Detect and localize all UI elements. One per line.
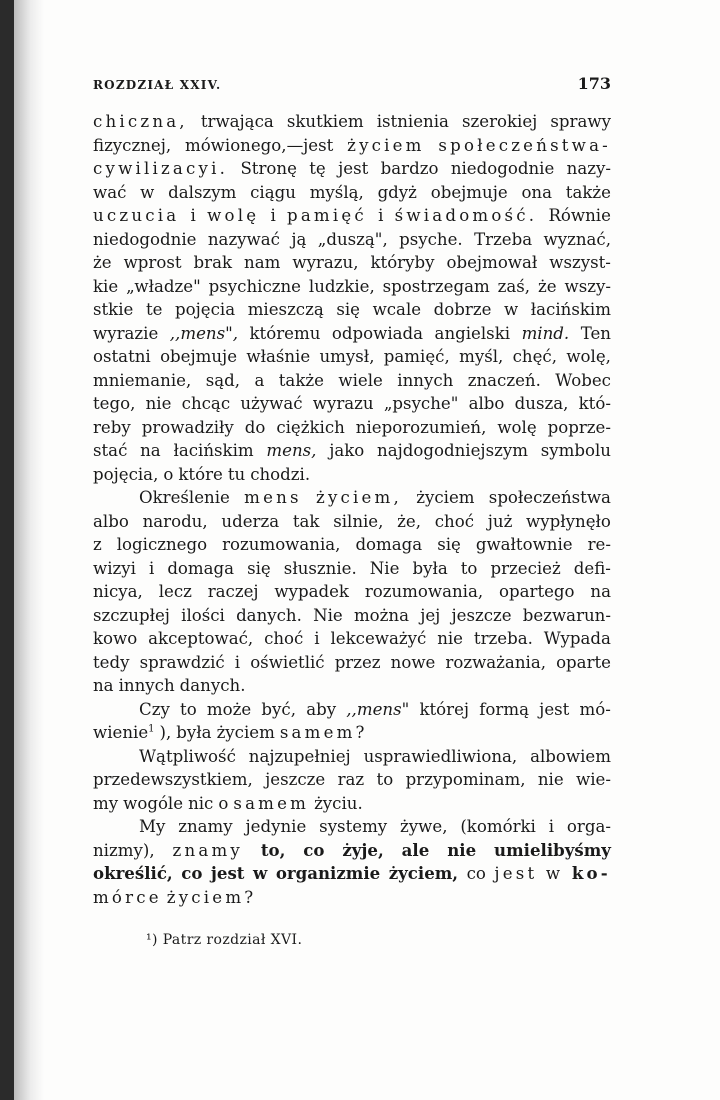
word: znamy	[172, 840, 243, 860]
word: przecież	[490, 558, 561, 578]
word: jedynie	[245, 817, 307, 836]
word: sąd,	[205, 370, 241, 390]
word: słusznie.	[283, 558, 357, 578]
word: domaga	[167, 558, 235, 578]
word: się	[336, 300, 360, 319]
binding-shadow	[14, 0, 44, 1100]
text-line	[93, 557, 611, 581]
main-text	[93, 110, 611, 909]
word: silnie,	[333, 511, 384, 531]
word: w	[545, 864, 564, 883]
word: wać	[93, 182, 127, 202]
text-line	[93, 439, 611, 463]
word: uczucia	[93, 206, 180, 225]
word: także	[278, 370, 324, 390]
word: nieporozumień,	[355, 417, 487, 437]
word: najdogodniejszym	[377, 441, 528, 460]
word: ludzkie,	[308, 276, 375, 296]
word: samem?	[279, 723, 368, 742]
word: tu	[227, 464, 246, 484]
word: szczupłej	[93, 605, 170, 625]
word: wolę	[497, 417, 537, 437]
word: umielibyśmy	[494, 839, 611, 860]
text-line	[93, 745, 611, 769]
word: albo	[468, 394, 505, 413]
word: poprze-	[547, 417, 611, 437]
word: życiu.	[314, 793, 363, 813]
word: domaga	[355, 535, 423, 554]
word: mó-	[579, 699, 611, 719]
word: której	[419, 699, 470, 719]
page-header	[93, 74, 611, 98]
word: ciągu	[250, 182, 296, 202]
text-line	[93, 110, 611, 134]
word: w	[253, 863, 268, 883]
text-line	[93, 792, 611, 816]
word: to	[180, 699, 197, 719]
word: cywilizacyi.	[93, 159, 229, 178]
word: raz	[337, 770, 365, 789]
word: uderza	[221, 511, 280, 531]
word: mieszczą	[247, 300, 324, 319]
word: nowe	[390, 652, 436, 672]
footnote-text: Patrz rozdział XVI.	[162, 932, 303, 948]
word: przedewszystkiem,	[93, 770, 253, 789]
word: i	[190, 206, 196, 225]
word: narodu,	[142, 511, 208, 531]
word: ko-	[571, 863, 611, 883]
word: lekceważyć	[330, 629, 427, 648]
word: życiem	[416, 488, 475, 507]
word: oświetlić	[250, 652, 325, 672]
word: co	[466, 864, 486, 883]
text-line	[93, 815, 611, 839]
word: Wobec	[555, 370, 611, 390]
word: dobrze	[433, 300, 492, 319]
word: danych.	[236, 605, 302, 625]
word: organizmie	[275, 863, 381, 883]
text-line	[93, 463, 611, 487]
word: wypadek	[274, 582, 349, 601]
text-line	[93, 768, 611, 792]
word: jest	[210, 863, 245, 883]
word: raczej	[207, 582, 259, 601]
word: żyje,	[342, 839, 384, 860]
word: któryby	[370, 253, 435, 272]
word: ),	[159, 723, 172, 742]
word: Nie	[369, 558, 400, 578]
word: pamięć	[287, 206, 367, 225]
word: wprost	[123, 253, 182, 272]
word: psyche.	[399, 229, 463, 249]
word: jeszcze	[451, 605, 512, 625]
word: jest	[494, 864, 538, 883]
word: nazywać	[207, 229, 280, 249]
word-with-ref	[93, 721, 155, 745]
word: istnienia	[376, 112, 449, 131]
text-line	[93, 369, 611, 393]
word: tego,	[93, 394, 136, 413]
word: które	[178, 464, 223, 484]
word: jej	[420, 605, 441, 625]
word: nam	[244, 253, 281, 272]
word: dusza,	[514, 394, 569, 413]
word: chodzi.	[250, 464, 311, 484]
word: nie	[145, 394, 172, 413]
word: chęć,	[512, 347, 557, 366]
text-line	[93, 721, 611, 745]
text-line	[93, 157, 611, 181]
word: gdyż	[377, 182, 417, 202]
text-line	[93, 839, 611, 863]
word: bardzo	[380, 159, 439, 178]
word: łacińskim	[530, 300, 611, 319]
word: innych	[118, 676, 175, 695]
word: orga-	[566, 817, 611, 836]
word: myśl,	[459, 347, 504, 366]
word: Ten	[580, 323, 611, 343]
word: ją	[291, 229, 307, 249]
word: nie	[447, 839, 477, 860]
text-line	[93, 604, 611, 628]
text-line	[93, 580, 611, 604]
word: wyznać,	[543, 229, 611, 249]
word: na	[140, 441, 161, 460]
word: któremu	[249, 323, 321, 343]
word: wizyi	[93, 558, 136, 578]
word: obejmuje	[160, 347, 238, 366]
word: samem	[233, 793, 310, 813]
word: ,,mens"	[346, 699, 410, 719]
word: znamy	[178, 817, 233, 836]
word: „duszą",	[317, 229, 388, 249]
word: także	[565, 182, 611, 202]
word: stać	[93, 441, 128, 460]
word: z	[93, 535, 102, 554]
text-line	[93, 698, 611, 722]
word: rozumowania,	[364, 582, 484, 601]
word: któ-	[578, 394, 611, 413]
word: wyrazie	[93, 323, 159, 343]
word: choć	[434, 511, 474, 531]
word: wolę,	[566, 347, 611, 366]
word: opartego	[499, 582, 575, 601]
word: Wypada	[543, 629, 611, 648]
text-line	[93, 298, 611, 322]
word: logicznego	[116, 535, 208, 554]
word: Trzeba	[474, 229, 533, 249]
word: kowo	[93, 629, 138, 648]
word: nie	[537, 770, 564, 789]
text-line	[93, 345, 611, 369]
word: żywe,	[400, 817, 448, 836]
word: Określenie	[139, 488, 230, 507]
word: najzupełniej	[248, 746, 351, 766]
word: akceptować,	[148, 629, 254, 648]
word: szerokiej	[462, 112, 538, 131]
word: ilości	[181, 605, 225, 625]
text-line	[93, 533, 611, 557]
word: nic	[188, 793, 214, 813]
word: tę	[309, 159, 326, 178]
word: i	[148, 558, 155, 578]
word: i	[548, 817, 555, 836]
word: „psyche"	[383, 394, 459, 413]
word: nie	[437, 629, 464, 648]
binding-edge	[0, 0, 14, 1100]
word: aby	[306, 699, 337, 719]
word: co	[181, 863, 203, 883]
word: systemy	[319, 817, 388, 836]
word: usprawiedliwiona,	[363, 746, 518, 766]
text-line	[93, 651, 611, 675]
word: wienie	[93, 723, 149, 742]
text-line	[93, 392, 611, 416]
word: reby	[93, 417, 131, 437]
word: wszy-	[564, 276, 611, 296]
word: „władze"	[126, 276, 201, 296]
word: określić,	[93, 863, 173, 883]
word: obejmuje	[430, 182, 508, 202]
text-line	[93, 322, 611, 346]
word: obejmował	[446, 253, 538, 272]
word: sprawy	[550, 112, 611, 131]
word: niedogodnie	[93, 229, 197, 249]
word: pojęcia	[175, 300, 236, 319]
word: niedogodnie	[450, 159, 555, 178]
word: a	[254, 370, 265, 390]
word: świadomość.	[394, 206, 538, 225]
word: się	[247, 558, 271, 578]
word: właśnie	[246, 347, 311, 366]
text-line	[93, 275, 611, 299]
word: albo	[93, 511, 129, 531]
word: była	[412, 558, 448, 578]
word: sprawdzić	[139, 652, 225, 672]
text-line	[93, 416, 611, 440]
word: społeczeństwa-	[438, 135, 611, 155]
word: i	[234, 652, 241, 672]
word: być,	[261, 699, 296, 719]
word: myślą,	[309, 182, 364, 202]
text-line	[93, 510, 611, 534]
word: wie-	[576, 770, 611, 789]
word: defi-	[573, 558, 611, 578]
word: wolę	[207, 206, 260, 225]
word: mens	[244, 488, 302, 507]
word: życiem,	[388, 863, 459, 883]
word: chcąc	[181, 394, 231, 413]
word: kie	[93, 276, 119, 296]
word: życiem	[216, 723, 275, 742]
word: używać	[240, 394, 303, 413]
word: pamięć,	[383, 347, 450, 366]
word: My	[139, 817, 166, 836]
word: mens,	[266, 441, 317, 460]
word: dalszym	[168, 182, 237, 202]
word: (komórki	[460, 817, 536, 836]
word: się	[437, 535, 461, 554]
word: społeczeństwa	[488, 488, 611, 507]
word: rozumowania,	[222, 535, 341, 554]
text-line	[93, 486, 611, 510]
word: odpowiada	[331, 323, 424, 343]
text-line	[93, 886, 611, 910]
word: wypłynęło	[526, 511, 611, 531]
word: fizycznej,	[93, 135, 172, 155]
word: lecz	[158, 582, 192, 601]
word: może	[206, 699, 252, 719]
word: mniemanie,	[93, 370, 192, 390]
word: wyrazu,	[292, 253, 359, 272]
word: pojęcia,	[93, 464, 159, 484]
word: i	[314, 629, 320, 648]
word: przez	[334, 652, 381, 672]
word: rozważania,	[445, 652, 546, 672]
word: ale	[401, 839, 430, 860]
word: Stronę	[240, 159, 297, 178]
word: oparte	[556, 652, 611, 672]
word: można	[353, 605, 409, 625]
word: życiem	[347, 135, 425, 155]
word: mórce	[93, 887, 162, 907]
word: albowiem	[530, 746, 611, 766]
word: o	[218, 793, 229, 813]
word: wszyst-	[549, 253, 611, 272]
word: my	[93, 793, 119, 813]
word: symbolu	[540, 441, 611, 460]
word: ciężkich	[276, 417, 345, 437]
word: co	[303, 839, 325, 860]
word: jest	[338, 159, 369, 178]
word: prowadziły	[141, 417, 234, 437]
word: danych.	[179, 676, 246, 695]
word: umysł,	[319, 347, 375, 366]
word: nicya,	[93, 582, 143, 601]
word: te	[145, 300, 163, 319]
word: stkie	[93, 300, 134, 319]
word: innych	[397, 370, 454, 390]
page-number: 173	[577, 74, 611, 93]
word: tak	[292, 511, 320, 531]
text-line	[93, 862, 611, 886]
text-line	[93, 228, 611, 252]
word: do	[244, 417, 266, 437]
text-line	[93, 204, 611, 228]
word: wcale	[372, 300, 422, 319]
word: trwająca	[200, 112, 274, 131]
footnote	[146, 932, 302, 948]
word: wogóle	[123, 793, 184, 813]
word: wiele	[338, 370, 383, 390]
word: że	[93, 253, 112, 272]
word: re-	[587, 535, 611, 554]
word: gwałtownie	[475, 535, 573, 554]
word: i	[270, 206, 276, 225]
word: łacińskim	[173, 441, 254, 460]
word: to	[460, 558, 478, 578]
word: już	[487, 511, 513, 531]
word: trzeba.	[473, 629, 533, 648]
word: Nie	[313, 605, 343, 625]
word: nazy-	[566, 159, 611, 178]
word: tedy	[93, 652, 130, 672]
word: psychiczne	[208, 276, 301, 296]
word: Równie	[548, 206, 611, 225]
word: angielski	[434, 323, 511, 343]
text-line	[93, 674, 611, 698]
word: jeszcze	[265, 770, 326, 789]
word: przypominam,	[405, 770, 526, 789]
footnote-marker: ¹)	[146, 932, 158, 948]
word: nizmy),	[93, 840, 155, 860]
word: o	[163, 464, 174, 484]
word: skutkiem	[286, 112, 364, 131]
word: to	[376, 770, 394, 789]
word: jako	[329, 441, 365, 460]
word: jest	[539, 699, 570, 719]
word: była	[176, 723, 212, 742]
word: w	[140, 182, 155, 202]
text-line	[93, 251, 611, 275]
word: ,,mens",	[169, 323, 238, 343]
word: że	[538, 276, 557, 296]
word: i	[378, 206, 384, 225]
word: Czy	[139, 699, 170, 719]
text-line	[93, 181, 611, 205]
word: znaczeń.	[467, 370, 541, 390]
word: na	[93, 676, 114, 695]
word: to,	[260, 839, 286, 860]
word: choć	[264, 629, 304, 648]
word: bezwarun-	[522, 605, 611, 625]
text-line	[93, 134, 611, 158]
word: mind.	[521, 323, 570, 343]
text-line	[93, 627, 611, 651]
word: ona	[521, 182, 553, 202]
word: że,	[397, 511, 421, 531]
word: mówionego,—jest	[184, 135, 334, 155]
word: wyrazu	[312, 394, 374, 413]
footnote-ref: 1	[148, 723, 155, 735]
word: Wątpliwość	[139, 746, 236, 766]
word: zaś,	[497, 276, 531, 296]
running-head: ROZDZIAŁ XXIV.	[93, 78, 222, 92]
word: życiem?	[166, 887, 257, 907]
word: w	[503, 300, 519, 319]
word: spostrzegam	[382, 276, 490, 296]
word: na	[590, 582, 611, 601]
word: brak	[193, 253, 233, 272]
word: ostatni	[93, 347, 151, 366]
word: chiczna,	[93, 112, 188, 131]
word: formą	[479, 699, 529, 719]
word: życiem,	[316, 488, 402, 507]
